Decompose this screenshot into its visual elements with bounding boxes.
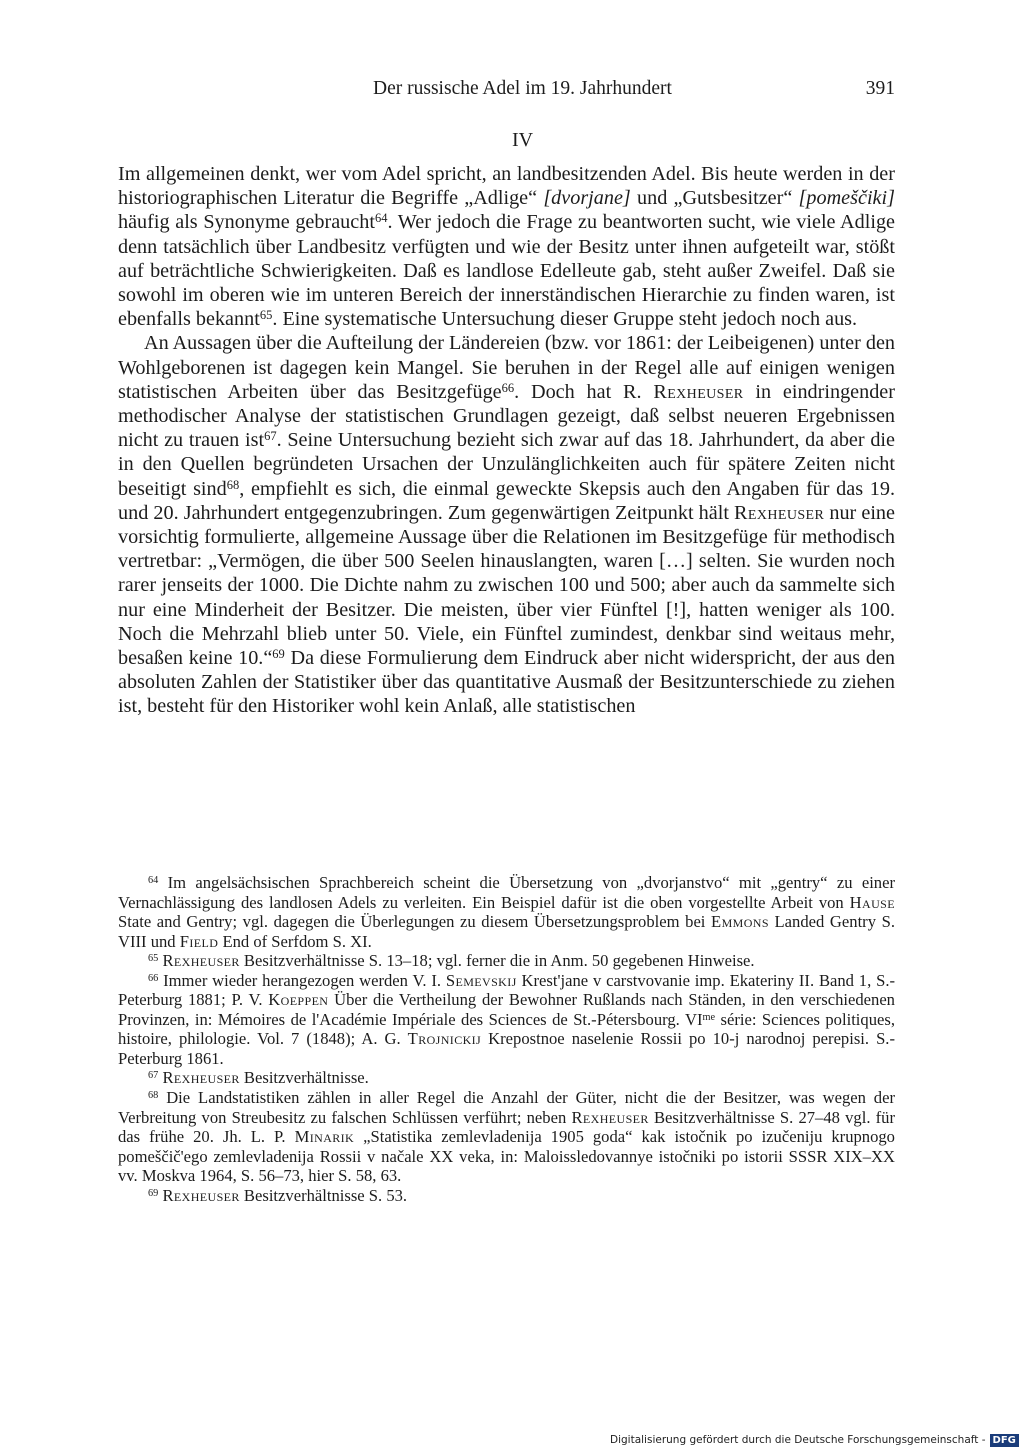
author-name: Trojnickij [407,1029,482,1049]
author-name: Rexheuser [162,1068,240,1088]
footnote-ref-65: 65 [259,307,273,322]
footnote-number: 69 [148,1187,159,1199]
author-name: Hause [849,892,895,912]
footnotes [118,873,895,1205]
footnote-ref-67: 67 [264,428,277,443]
dfg-logo-icon: DFG [990,1434,1019,1447]
footnote-number: 67 [148,1070,159,1082]
author-name: Emmons [711,912,769,932]
digitization-credit [610,1433,1019,1447]
section-heading: IV [511,129,534,151]
author-name: Rexheuser [162,951,240,971]
footnote-number: 68 [148,1089,159,1101]
paragraph-1: Im allgemeinen denkt, wer vom Adel spricht, an landbesitzenden Adel. Bis heute werden in der historiographischen Literatur die Begriffe „Adlige“ [dvorjane] und „Gutsbesitzer“ [pomeščiki] häufig als Synonyme gebraucht$^{64}$. Wer jedoch die Frage zu beantworten sucht, wie viele Adlige denn tatsächlich über Landbesitz verfügten und wie der Besitz unter ihnen aufgeteilt war, stößt auf beträchtliche Schwierigkeiten. Daß es landlose Edelleute gab, steht außer Zweifel. Daß sie sowohl im oberen wie im unteren Bereich der innerständischen Hierarchie zu finden waren, ist ebenfalls bekannt$^{65}$. Eine systematische Untersuchung dieser Gruppe steht jedoch noch aus. [118,163,895,331]
footnote-number: 64 [148,874,159,886]
credit-text: Digitalisierung gefördert durch die Deutsche Forschungsgemeinschaft - [610,1434,986,1446]
author-name: Rexheuser [162,1185,240,1205]
author-name: Minarik [294,1127,355,1147]
author-name: Rexheuser [653,380,744,403]
footnote-number: 66 [148,972,159,984]
footnote-number: 65 [148,953,159,965]
running-title: Der russische Adel im 19. Jahrhundert [373,78,672,99]
author-name: Semevskij [445,970,517,990]
footnote-ref-68: 68 [226,477,240,492]
footnote-66: $^{66}$ Immer wieder herangezogen werden V. I. Semevskij Krest'jane v carstvovanie imp. Ekateriny II. Band 1, S.-Peterburg 1881; P. V. Koeppen Über die Vertheilung der Bewohner Rußlands nach Ständen, in den verschiedenen Provinzen, in: Mémoires de l'Académie Impériale des Sciences de St.-Pétersbourg. $VI^{me}$ série: Sciences politiques, histoire, philologie. Vol. 7 (1848); A. G. Trojnickij Krepostnoe naselenie Rossii po 10-j narodnoj perepisi. S.-Peterburg 1861. [118,970,895,1068]
term-dvorjane: [dvorjane] [543,187,631,210]
footnote-67: $^{67}$ Rexheuser Besitzverhältnisse. [148,1068,369,1088]
footnote-69: $^{69}$ Rexheuser Besitzverhältnisse S. 53. [148,1185,408,1205]
footnote-64: $^{64}$ Im angelsächsischen Sprachbereich scheint die Übersetzung von „dvorjanstvo“ mit „gentry“ zu einer Vernachlässigung des landlosen Adels zu verleiten. Ein Beispiel dafür ist die oben vorgestellte Arbeit von Hause State and Gentry; vgl. dagegen die Überlegungen zu diesem Übersetzungsproblem bei Emmons Landed Gentry S. VIII und Field End of Serfdom S. XI. [118,873,895,951]
footnote-ref-69: 69 [272,646,285,661]
superscript: me [702,1011,716,1023]
term-pomesciki: [pomeščiki] [798,187,895,210]
author-name: Field [179,931,219,951]
footnote-ref-66: 66 [501,380,515,395]
author-name: Rexheuser [571,1107,649,1127]
body-text [118,162,895,719]
author-name: Rexheuser [734,501,825,524]
footnote-65: $^{65}$ Rexheuser Besitzverhältnisse S. 13–18; vgl. ferner die in Anm. 50 gegebenen Hinweise. [148,951,755,971]
footnote-68: $^{68}$ Die Landstatistiken zählen in aller Regel die Anzahl der Güter, nicht die der Besitzer, was wegen der Verbreitung von Streubesitz zu falschen Schlüssen verführt; neben Rexheuser Besitzverhältnisse S. 27–48 vgl. für das frühe 20. Jh. L. P. Minarik „Statistika zemlevladenija 1905 goda“ kak istočnik po izučeniju krupnogo pomeščič'ego zemlevladenija Rossii v načale XX veka, in: Maloissledovannye istočniki po istorii SSSR XIX–XX vv. Moskva 1964, S. 56–73, hier S. 58, 63. [118,1088,896,1186]
paragraph-2: An Aussagen über die Aufteilung der Ländereien (bzw. vor 1861: der Leibeigenen) unter den Wohlgeborenen ist dagegen kein Mangel. Sie beruhen in der Regel alle auf einigen wenigen statistischen Arbeiten über das Besitzgefüge$^{66}$. Doch hat R. Rexheuser in eindringender methodischer Analyse der statistischen Grundlagen gezeigt, daß selbst neueren Ergebnissen nicht zu trauen ist$^{67}$. Seine Untersuchung bezieht sich zwar auf das 18. Jahrhundert, da aber die in den Quellen begründeten Ursachen der Unzulänglichkeiten auch für spätere Zeiten nicht beseitigt sind$^{68}$, empfiehlt es sich, die einmal geweckte Skepsis auch den Angaben für das 19. und 20. Jahrhundert entgegenzubringen. Zum gegenwärtigen Zeitpunkt hält Rexheuser nur eine vorsichtig formulierte, allgemeine Aussage über die Relationen im Besitzgefüge für methodisch vertretbar: „Vermögen, die über 500 Seelen hinauslangten, waren […] selten. Sie wurden noch rarer jenseits der 1000. Die Dichte nahm zu zwischen 100 und 500; aber auch da sammelte sich nur eine Minderheit der Besitzer. Die meisten, über vier Fünftel [!], hatten weniger als 100. Noch die Mehrzahl blieb unter 50. Viele, ein Fünftel zumindest, denkbar sind weitaus mehr, besaßen keine 10.“$^{69}$ Da diese Formulierung dem Eindruck aber nicht widerspricht, der aus den absoluten Zahlen der Statistiker über das quantitative Ausmaß der Besitzunterschiede zu ziehen ist, besteht für den Historiker wohl kein Anlaß, alle statistischen [118,332,895,718]
page-number: 391 [865,78,895,99]
running-header [150,72,895,106]
footnote-ref-64: 64 [374,211,388,226]
author-name: Koeppen [268,990,329,1010]
